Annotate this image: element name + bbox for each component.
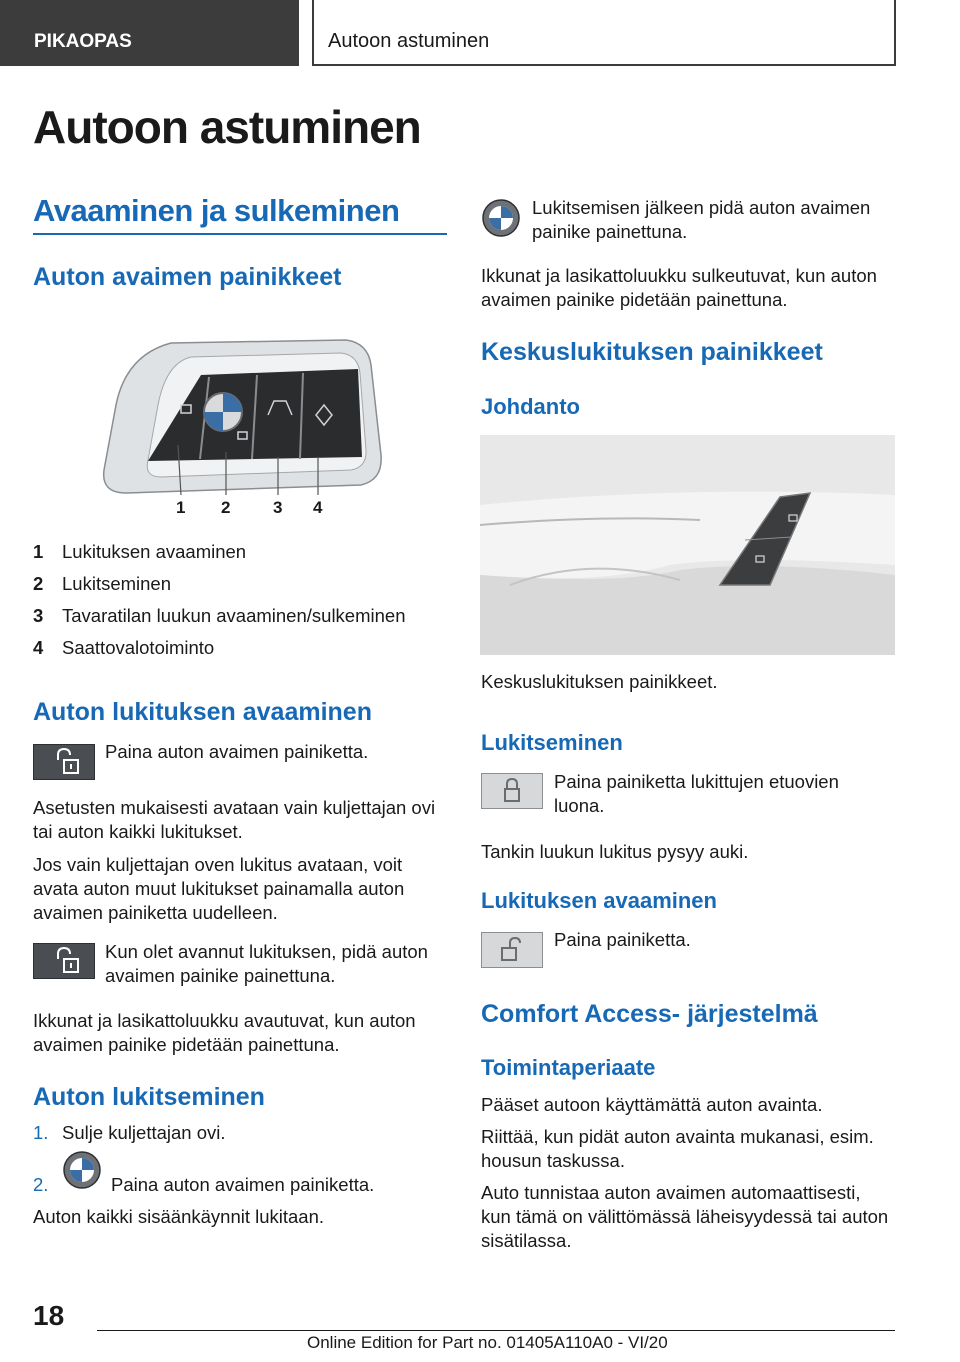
text-line: Riittää, kun pidät auton avainta mukanasi, esim. — [481, 1126, 874, 1147]
step-number: 1. — [33, 1122, 49, 1143]
header-section: PIKAOPAS — [0, 0, 299, 66]
section-heading: Avaaminen ja sulkeminen — [33, 193, 400, 228]
figure-caption: Keskuslukituksen painikkeet. — [481, 671, 718, 692]
footer-rule — [97, 1330, 895, 1331]
unlock-paragraph-1 — [33, 796, 435, 844]
unlocking-heading: Lukituksen avaaminen — [481, 888, 717, 913]
principle-paragraph-1: Pääset autoon käyttämättä auton avainta. — [481, 1094, 823, 1115]
central-locking-heading: Keskuslukituksen painikkeet — [481, 338, 823, 366]
step-number: 2. — [33, 1174, 49, 1195]
text-line: Ikkunat ja lasikattoluukku sulkeutuvat, kun auton — [481, 265, 877, 286]
keys-heading: Auton avaimen painikkeet — [33, 263, 342, 291]
text-line: avata auton muut lukitukset painamalla auton — [33, 878, 405, 899]
list-item-number: 4 — [33, 637, 44, 658]
list-item: Lukitseminen — [62, 573, 172, 594]
text-line: tai auton kaikki lukitukset. — [33, 821, 243, 842]
unlock-icon — [33, 744, 95, 780]
text-line: painike painettuna. — [532, 221, 688, 242]
step-text: Paina auton avaimen painiketta. — [111, 1174, 375, 1195]
text-line: avaimen painike pidetään painettuna. — [481, 289, 788, 310]
list-item: Saattovalotoiminto — [62, 637, 215, 658]
unlock-icon2-text — [105, 940, 428, 988]
text-line: Ikkunat ja lasikattoluukku avautuvat, kun auton — [33, 1010, 416, 1031]
list-item: Lukituksen avaaminen — [62, 541, 247, 562]
principle-paragraph-3 — [481, 1181, 888, 1253]
lock-icon — [481, 773, 543, 809]
unlock-icon — [481, 932, 543, 968]
unlock-icon-text: Paina auton avaimen painiketta. — [105, 741, 369, 762]
text-line: avaimen painike pidetään painettuna. — [33, 1034, 340, 1055]
text-line: Asetusten mukaisesti avataan vain kuljettajan ovi — [33, 797, 436, 818]
text-line: avaimen painike painettuna. — [105, 965, 336, 986]
fuel-flap-text: Tankin luukun lukitus pysyy auki. — [481, 841, 749, 862]
unlock-paragraph-3 — [33, 1009, 416, 1057]
windows-close-paragraph — [481, 264, 877, 312]
text-line: sisätilassa. — [481, 1230, 572, 1251]
page-title: Autoon astuminen — [33, 101, 421, 153]
key-label-1: 1 — [176, 498, 186, 517]
list-item: Tavaratilan luukun avaaminen/sulkeminen — [62, 605, 406, 626]
edition-text: Online Edition for Part no. 01405A110A0 - VI/20 — [307, 1333, 668, 1352]
unlock-paragraph-2 — [33, 853, 404, 925]
intro-heading: Johdanto — [481, 394, 580, 419]
text-line: kun tämä on välittömässä läheisyydessä tai auton — [481, 1206, 889, 1227]
bmw-logo-icon — [62, 1150, 102, 1190]
key-fob-illustration — [96, 335, 386, 520]
principle-paragraph-2 — [481, 1125, 874, 1173]
lock-paragraph: Auton kaikki sisäänkäynnit lukitaan. — [33, 1206, 325, 1227]
step-text: Sulje kuljettajan ovi. — [62, 1122, 226, 1143]
page-number: 18 — [33, 1300, 65, 1331]
text-line: avaimen painiketta uudelleen. — [33, 902, 278, 923]
list-item-number: 1 — [33, 541, 44, 562]
locking-heading: Lukitseminen — [481, 730, 623, 755]
text-line: housun taskussa. — [481, 1150, 625, 1171]
list-item-number: 3 — [33, 605, 44, 626]
text-line: Paina painiketta lukittujen etuovien — [554, 771, 839, 792]
key-label-2: 2 — [221, 498, 231, 517]
comfort-access-heading: Comfort Access- järjestelmä — [481, 1000, 818, 1028]
locking-text — [554, 770, 839, 818]
key-label-4: 4 — [313, 498, 323, 517]
key-label-3: 3 — [273, 498, 283, 517]
text-line: Jos vain kuljettajan oven lukitus avataan, voit — [33, 854, 403, 875]
text-line: luona. — [554, 795, 605, 816]
unlock-icon — [33, 943, 95, 979]
door-buttons-illustration — [480, 435, 895, 655]
text-line: Auto tunnistaa auton avaimen automaattisesti, — [481, 1182, 861, 1203]
lock-heading: Auton lukitseminen — [33, 1083, 265, 1111]
bmw-logo-icon — [481, 198, 521, 238]
list-item-number: 2 — [33, 573, 44, 594]
hold-key-text — [532, 196, 870, 244]
text-line: Kun olet avannut lukituksen, pidä auton — [105, 941, 428, 962]
principle-heading: Toimintaperiaate — [481, 1055, 656, 1080]
section-rule — [33, 233, 447, 235]
unlocking-text: Paina painiketta. — [554, 929, 691, 950]
header-chapter: Autoon astuminen — [312, 0, 896, 66]
unlock-heading: Auton lukituksen avaaminen — [33, 698, 372, 726]
text-line: Lukitsemisen jälkeen pidä auton avaimen — [532, 197, 871, 218]
